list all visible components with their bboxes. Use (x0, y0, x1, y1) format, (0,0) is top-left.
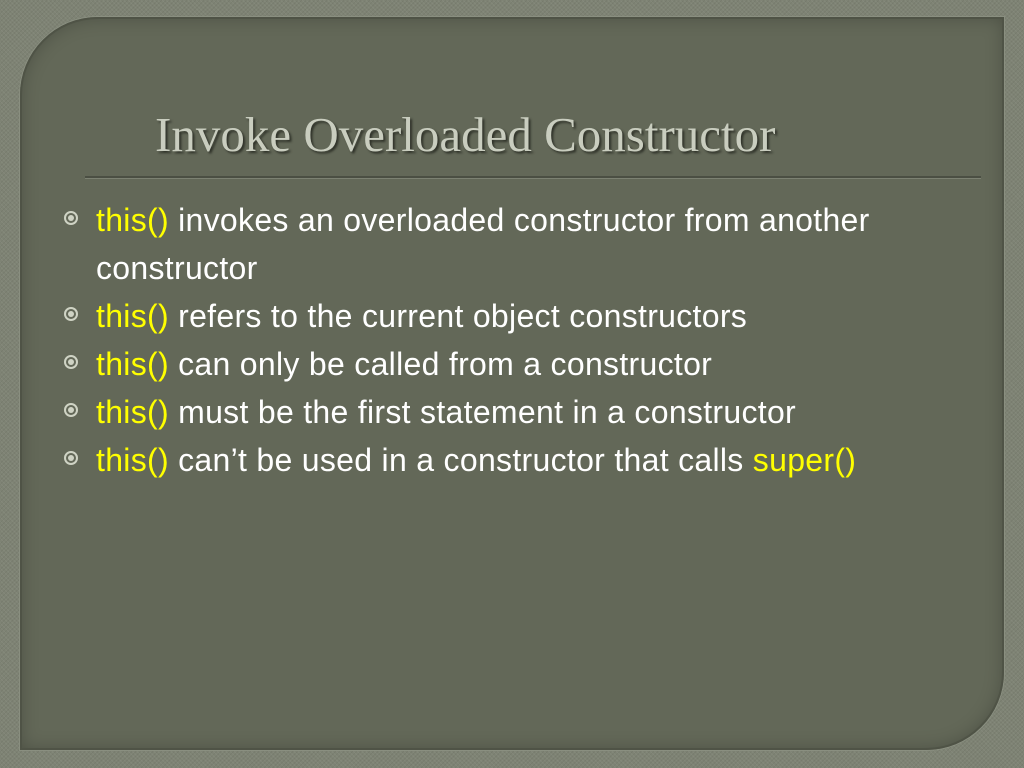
circled-dot-icon (64, 307, 78, 321)
title-divider (85, 176, 981, 179)
bullet-text: invokes an overloaded constructor from another constructor (96, 202, 870, 286)
bullet-text: can only be called from a constructor (168, 346, 713, 382)
bullet-list (60, 196, 950, 484)
bullet-keyword: this() (96, 394, 169, 430)
bullet-keyword: this() (96, 346, 169, 382)
bullet-item (60, 340, 950, 388)
bullet-item (60, 436, 950, 484)
bullet-keyword: this() (96, 202, 169, 238)
bullet-item (60, 388, 950, 436)
bullet-tail-keyword: super() (752, 442, 857, 478)
bullet-keyword: this() (96, 442, 169, 478)
circled-dot-icon (64, 403, 78, 417)
circled-dot-icon (64, 355, 78, 369)
slide-title: Invoke Overloaded Constructor (155, 107, 776, 162)
circled-dot-icon (64, 451, 78, 465)
bullet-keyword: this() (96, 298, 169, 334)
bullet-text: can’t be used in a constructor that calls (168, 442, 753, 478)
bullet-text: refers to the current object constructors (168, 298, 748, 334)
circled-dot-icon (64, 211, 78, 225)
bullet-item (60, 292, 950, 340)
bullet-text: must be the first statement in a constructor (168, 394, 797, 430)
bullet-item (60, 196, 950, 292)
